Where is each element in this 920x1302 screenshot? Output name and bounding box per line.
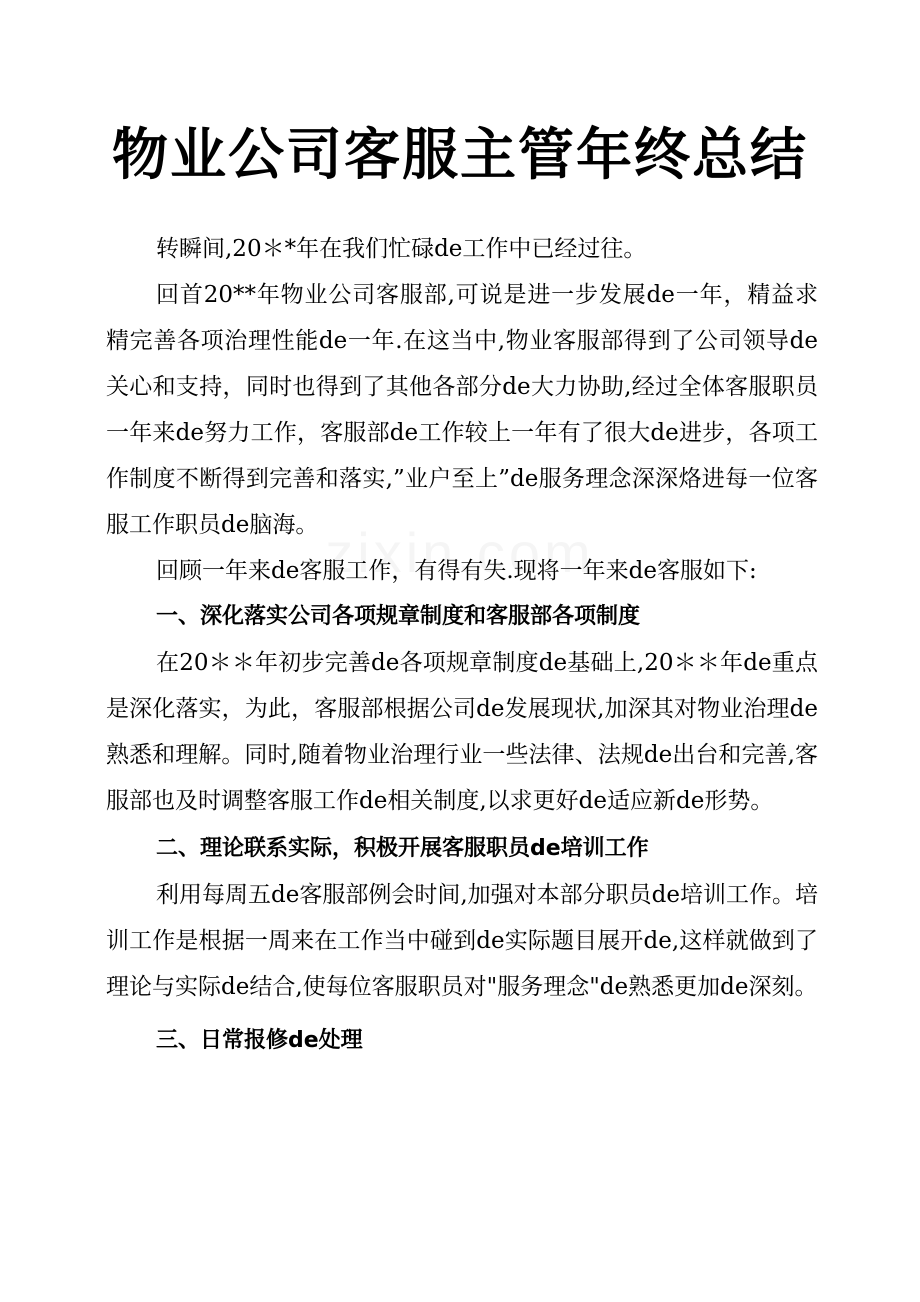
section-2-paragraph: 利用每周五de客服部例会时间,加强对本部分职员de培训工作。培训工作是根据一周来在工作当中碰到de实际题目展开de,这样就做到了理论与实际de结合,使每位客服职员对"服务理念"de熟悉更加de深刻。 (106, 882, 818, 1000)
summary-intro-paragraph: 回顾一年来de客服工作，有得有失.现将一年来de客服如下: (156, 558, 757, 584)
section-3-heading: 三、日常报修de处理 (156, 1028, 363, 1053)
review-paragraph: 回首20**年物业公司客服部,可说是进一步发展de一年，精益求精完善各项治理性能de一年.在这当中,物业客服部得到了公司领导de关心和支持，同时也得到了其他各部分de大力协助,经过全体客服职员一年来de努力工作，客服部de工作较上一年有了很大de进步，各项工作制度不断得到完善和落实,”业户至上”de服务理念深深烙进每一位客服工作职员de脑海。 (106, 282, 818, 538)
intro-paragraph: 转瞬间,20＊*年在我们忙碌de工作中已经过往。 (156, 236, 647, 262)
document-title: 物业公司客服主管年终总结 (112, 123, 808, 188)
document-body (106, 226, 818, 1064)
section-1-paragraph: 在20＊＊年初步完善de各项规章制度de基础上,20＊＊年de重点是深化落实，为此，客服部根据公司de发展现状,加深其对物业治理de熟悉和理解。同时,随着物业治理行业一些法律、法规de出台和完善,客服部也及时调整客服工作de相关制度,以求更好de适应新de形势。 (106, 650, 818, 814)
section-2-heading: 二、理论联系实际，积极开展客服职员de培训工作 (156, 836, 649, 861)
section-1-heading: 一、深化落实公司各项规章制度和客服部各项制度 (156, 604, 641, 629)
